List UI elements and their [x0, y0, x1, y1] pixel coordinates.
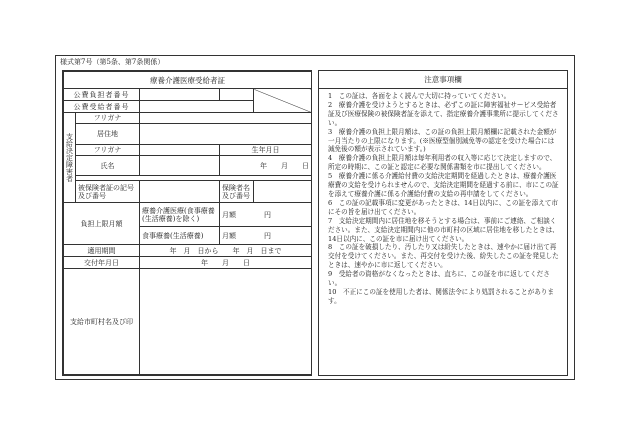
name-label: 氏名 — [76, 156, 140, 176]
blank-diagonal-cell — [254, 89, 312, 113]
furigana-value-2 — [140, 145, 220, 156]
issue-date-label: 交付年月日 — [64, 257, 140, 269]
meals-label: 食事療養(生活療養) — [140, 227, 220, 245]
notice-item: 7 支給決定期間内に居住地を移そうとする場合は、事前にご連絡、ご相談ください。また、支給決定期間内に他の市町村の区域に居住地を移したときは、14日以内に、この証を市に届け出てください。 — [328, 216, 559, 243]
notice-item: 8 この証を破損したり、汚したり又は紛失したときは、速やかに届け出て再交付を受けてください。また、再交付を受けた後、紛失したこの証を発見したときは、速やかに市に返してください。 — [328, 243, 559, 270]
municipality-label: 支給市町村名及び印 — [64, 269, 140, 375]
certificate-table — [63, 71, 312, 375]
medical-limit-value: 月額 円 — [220, 203, 312, 227]
notice-item: 2 療養介護を受けようとするときは、必ずこの証に障害福祉サービス受給者証及び医療保険の被保険者証を添えて、指定療養介護事業所に提示してください。 — [328, 100, 559, 127]
public-recipient-number-label: 公費受給者番号 — [64, 101, 140, 113]
issue-date-value: 年 月 日 — [140, 257, 312, 269]
furigana-label-2: フリガナ — [76, 145, 140, 156]
residence-label: 居住地 — [76, 124, 140, 145]
furigana-label-1: フリガナ — [76, 113, 140, 124]
insured-card-value — [140, 181, 220, 203]
form-number-label: 様式第7号（第5条、第7条関係） — [60, 58, 165, 66]
period-label: 適用期間 — [64, 245, 140, 257]
date-of-birth-value: 年 月 日 — [220, 156, 312, 176]
notice-title: 注意事項欄 — [319, 71, 567, 89]
monthly-limit-label: 負担上限月額 — [64, 203, 140, 245]
recipient-group-label: 支給決定障害者 — [64, 113, 76, 203]
certificate-title: 療養介護医療受給者証 — [64, 72, 312, 89]
residence-value — [140, 124, 312, 145]
notice-item: 4 療養介護の負担上限月額は毎年利用者の収入等に応じて決定しますので、所定の時期に、この証と認定に必要な関係書類を市に提出してください。 — [328, 154, 557, 172]
period-value: 年 月 日から 年 月 日まで — [140, 245, 312, 257]
name-value — [140, 156, 220, 176]
notice-item: 3 療養介護の負担上限月額は、この証の負担上限月額欄に記載された金額が一月当たりの上限になります。(※医療型個別減免等の認定を受けた場合には減免後の額が表示されています。) — [328, 127, 557, 154]
notice-item: 5 療養介護に係る介護給付費の支給決定期間を経過したときは、療養介護医療費の支給を受けられませんので、支給決定期間を経過する前に、市にこの証を添えて療養介護に係る介護給付費の支給の再申請をしてください。 — [328, 172, 559, 198]
notice-item: 9 受給者の資格がなくなったときは、直ちに、この証を市に返してください。 — [328, 270, 550, 288]
date-of-birth-label: 生年月日 — [220, 145, 312, 156]
notice-item: 6 この証の記載事項に変更があったときは、14日以内に、この証を添えて市にその旨を届け出てください。 — [328, 198, 559, 216]
notice-panel — [318, 70, 568, 376]
insurer-label: 保険者名及び番号 — [220, 181, 254, 203]
insurer-value — [254, 181, 312, 203]
notice-body — [319, 89, 567, 306]
notice-item: 10 不正にこの証を使用した者は、関係法令により処罰されることがあります。 — [328, 287, 554, 305]
public-payer-number-digit — [220, 89, 254, 101]
public-recipient-number-value — [140, 101, 254, 113]
public-payer-number-label: 公費負担者番号 — [64, 89, 140, 101]
medical-excl-meals-label: 療養介護医療(食事療養(生活療養)を除く) — [140, 203, 220, 227]
meals-limit-value: 月額 円 — [220, 227, 312, 245]
public-payer-number-value — [140, 89, 220, 101]
notice-item: 1 この証は、各面をよく読んで大切に持っていてください。 — [328, 92, 511, 100]
insured-card-label: 被保険者証の記号及び番号 — [76, 181, 140, 203]
municipality-value — [140, 269, 312, 375]
certificate-panel — [62, 70, 312, 376]
furigana-value-1 — [140, 113, 312, 124]
